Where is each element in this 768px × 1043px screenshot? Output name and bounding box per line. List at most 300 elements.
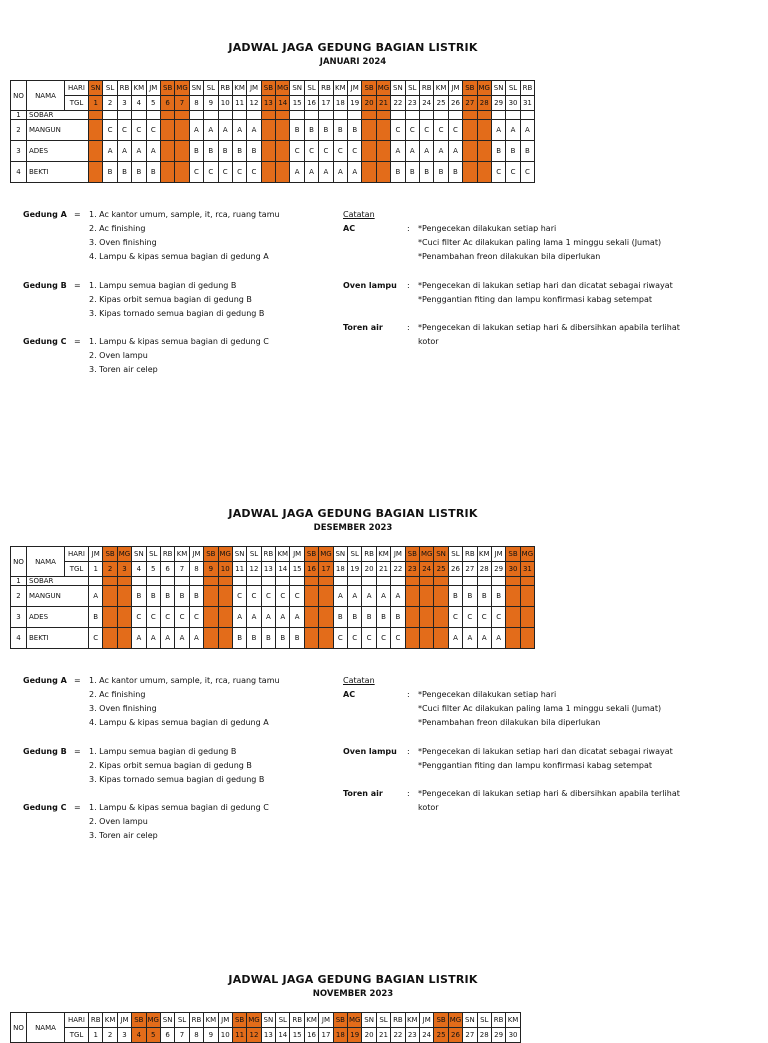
note-ac-label: AC [343, 690, 356, 699]
schedule-cell [520, 577, 534, 586]
date-cell: 22 [391, 96, 405, 111]
date-cell: 7 [175, 1028, 189, 1043]
day-cell: JM [290, 547, 304, 562]
schedule-cell [463, 111, 477, 120]
schedule-cell: C [276, 586, 290, 607]
legend-list [89, 208, 349, 264]
schedule-cell: C [232, 162, 246, 183]
schedule-cell [175, 120, 189, 141]
header-nama: NAMA [27, 547, 65, 577]
day-cell: JM [491, 547, 505, 562]
schedule-cell [319, 628, 333, 649]
date-cell: 20 [362, 1028, 376, 1043]
schedule-cell: B [261, 628, 275, 649]
day-cell: MG [419, 547, 433, 562]
schedule-cell [204, 111, 218, 120]
day-cell: JM [348, 81, 362, 96]
schedule-cell [463, 120, 477, 141]
list-line: *Pengecekan di lakukan setiap hari & dibersihkan apabila terlihat [418, 323, 680, 332]
schedule-cell: A [204, 120, 218, 141]
row-name: BEKTI [27, 162, 89, 183]
schedule-cell: C [304, 141, 318, 162]
legend-label: Gedung C [23, 337, 67, 346]
schedule-cell [175, 162, 189, 183]
schedule-cell [477, 577, 491, 586]
date-cell: 25 [434, 1028, 448, 1043]
date-cell: 17 [319, 1028, 333, 1043]
list-line: *Cuci filter Ac dilakukan paling lama 1 minggu sekali (Jumat) [418, 238, 662, 247]
day-cell: SL [448, 547, 462, 562]
legend-label: Gedung A [23, 676, 67, 685]
schedule-table [10, 1012, 521, 1043]
row-no: 4 [11, 628, 27, 649]
day-cell: SL [103, 81, 117, 96]
day-cell: KM [132, 81, 146, 96]
day-cell: SB [362, 81, 376, 96]
schedule-cell [247, 111, 261, 120]
schedule-cell: B [304, 120, 318, 141]
list-line: 2. Ac finishing [89, 690, 146, 699]
date-cell: 6 [160, 562, 174, 577]
schedule-cell: B [146, 586, 160, 607]
schedule-cell: A [304, 162, 318, 183]
schedule-cell: A [419, 141, 433, 162]
header-hari: HARI [65, 547, 89, 562]
legend-list [89, 745, 349, 787]
schedule-cell: C [333, 628, 347, 649]
list-line: 2. Kipas orbit semua bagian di gedung B [89, 761, 252, 770]
date-cell: 19 [348, 562, 362, 577]
day-cell: SB [232, 1013, 246, 1028]
schedule-cell [434, 586, 448, 607]
schedule-cell [419, 577, 433, 586]
date-cell: 31 [520, 562, 534, 577]
date-cell: 14 [276, 96, 290, 111]
schedule-cell: B [463, 586, 477, 607]
schedule-cell: A [448, 141, 462, 162]
schedule-cell: A [491, 120, 505, 141]
schedule-cell: B [376, 607, 390, 628]
schedule-cell [290, 577, 304, 586]
table-row [11, 111, 535, 120]
note-colon: : [407, 747, 410, 756]
header-no: NO [11, 81, 27, 111]
schedule-cell: A [448, 628, 462, 649]
list-line: *Penambahan freon dilakukan bila diperlukan [418, 718, 601, 727]
schedule-cell [520, 586, 534, 607]
schedule-cell [491, 111, 505, 120]
schedule-cell: C [448, 120, 462, 141]
schedule-cell [477, 120, 491, 141]
day-cell: JM [218, 1013, 232, 1028]
schedule-cell: B [290, 628, 304, 649]
schedule-cell: B [319, 120, 333, 141]
legend-label: Gedung C [23, 803, 67, 812]
schedule-cell: C [463, 607, 477, 628]
day-cell: SN [261, 1013, 275, 1028]
day-cell: JM [319, 1013, 333, 1028]
date-cell: 16 [304, 562, 318, 577]
schedule-table [10, 546, 535, 649]
note-colon: : [407, 224, 410, 233]
schedule-cell [520, 628, 534, 649]
day-cell: SN [232, 547, 246, 562]
date-cell: 1 [89, 1028, 103, 1043]
schedule-cell: A [491, 628, 505, 649]
date-cell: 26 [448, 96, 462, 111]
date-cell: 10 [218, 96, 232, 111]
legend-eq: = [74, 747, 81, 756]
date-cell: 22 [391, 562, 405, 577]
day-cell: RB [117, 81, 131, 96]
schedule-cell [276, 120, 290, 141]
day-cell: SN [491, 81, 505, 96]
date-cell: 5 [146, 1028, 160, 1043]
date-cell: 26 [448, 1028, 462, 1043]
date-cell: 2 [103, 1028, 117, 1043]
schedule-month: NOVEMBER 2023 [312, 989, 394, 999]
date-cell: 9 [204, 96, 218, 111]
schedule-cell: A [232, 607, 246, 628]
schedule-cell [362, 577, 376, 586]
day-cell: SN [89, 81, 103, 96]
day-cell: KM [506, 1013, 520, 1028]
schedule-cell: A [290, 607, 304, 628]
date-cell: 15 [290, 96, 304, 111]
schedule-cell [189, 577, 203, 586]
legend-eq: = [74, 337, 81, 346]
schedule-cell: B [232, 141, 246, 162]
date-cell: 4 [132, 562, 146, 577]
row-name: BEKTI [27, 628, 89, 649]
schedule-cell [348, 577, 362, 586]
schedule-cell: A [103, 141, 117, 162]
schedule-cell [319, 577, 333, 586]
day-cell: RB [520, 81, 534, 96]
schedule-cell: C [348, 628, 362, 649]
row-name: MANGUN [27, 586, 89, 607]
schedule-cell: C [204, 162, 218, 183]
schedule-cell: C [391, 120, 405, 141]
date-cell: 23 [405, 562, 419, 577]
date-cell: 31 [520, 96, 534, 111]
schedule-cell: C [491, 607, 505, 628]
date-cell: 29 [491, 1028, 505, 1043]
table-row [11, 577, 535, 586]
schedule-cell [232, 577, 246, 586]
schedule-cell: B [348, 607, 362, 628]
note-oven-label: Oven lampu [343, 281, 397, 290]
date-cell: 5 [146, 562, 160, 577]
schedule-cell [434, 607, 448, 628]
schedule-cell: B [160, 586, 174, 607]
header-tgl: TGL [65, 96, 89, 111]
schedule-cell [506, 577, 520, 586]
schedule-cell [160, 162, 174, 183]
date-cell: 21 [376, 96, 390, 111]
schedule-cell: A [189, 120, 203, 141]
day-cell: JM [146, 81, 160, 96]
schedule-cell [362, 141, 376, 162]
note-ac-label: AC [343, 224, 356, 233]
schedule-cell: A [376, 586, 390, 607]
list-line: *Penggantian fiting dan lampu konfirmasi kabag setempat [418, 761, 653, 770]
note-toren-lines [418, 321, 758, 349]
day-cell: RB [218, 81, 232, 96]
date-cell: 20 [362, 96, 376, 111]
schedule-cell: C [232, 586, 246, 607]
day-cell: SL [506, 81, 520, 96]
day-cell: SN [132, 547, 146, 562]
schedule-cell [117, 628, 131, 649]
schedule-cell: A [405, 141, 419, 162]
schedule-cell: B [434, 162, 448, 183]
schedule-cell [333, 577, 347, 586]
header-no: NO [11, 1013, 27, 1043]
date-cell: 21 [376, 1028, 390, 1043]
date-cell: 11 [232, 96, 246, 111]
schedule-cell [376, 577, 390, 586]
day-cell: SL [304, 81, 318, 96]
schedule-cell: B [448, 586, 462, 607]
schedule-cell [117, 607, 131, 628]
schedule-cell: C [506, 162, 520, 183]
schedule-cell [175, 111, 189, 120]
day-cell: MG [218, 547, 232, 562]
date-cell: 27 [463, 562, 477, 577]
day-cell: MG [276, 81, 290, 96]
schedule-cell: C [520, 162, 534, 183]
schedule-cell [304, 628, 318, 649]
schedule-cell: B [333, 120, 347, 141]
schedule-cell: A [348, 162, 362, 183]
schedule-title: JADWAL JAGA GEDUNG BAGIAN LISTRIK [228, 41, 478, 54]
day-cell: JM [448, 81, 462, 96]
date-cell: 8 [189, 1028, 203, 1043]
row-no: 1 [11, 577, 27, 586]
date-cell: 13 [261, 1028, 275, 1043]
schedule-cell: A [290, 162, 304, 183]
note-toren-label: Toren air [343, 789, 383, 798]
schedule-cell [319, 111, 333, 120]
schedule-cell [463, 162, 477, 183]
schedule-cell [103, 111, 117, 120]
day-cell: MG [247, 1013, 261, 1028]
schedule-cell [477, 141, 491, 162]
schedule-cell [117, 111, 131, 120]
day-cell: SN [391, 81, 405, 96]
day-cell: KM [477, 547, 491, 562]
schedule-cell: A [319, 162, 333, 183]
schedule-cell: A [160, 628, 174, 649]
table-row [11, 607, 535, 628]
schedule-cell [160, 141, 174, 162]
day-cell: KM [204, 1013, 218, 1028]
schedule-cell: A [506, 120, 520, 141]
list-line: 2. Ac finishing [89, 224, 146, 233]
schedule-cell [405, 111, 419, 120]
schedule-cell: B [362, 607, 376, 628]
header-row-days [11, 547, 535, 562]
schedule-cell: A [520, 120, 534, 141]
schedule-cell: C [261, 586, 275, 607]
schedule-cell [434, 628, 448, 649]
schedule-cell: B [391, 162, 405, 183]
note-colon: : [407, 281, 410, 290]
list-line: 3. Oven finishing [89, 238, 157, 247]
list-line: *Pengecekan di lakukan setiap hari dan dicatat sebagai riwayat [418, 281, 673, 290]
date-cell: 16 [304, 96, 318, 111]
schedule-cell [477, 111, 491, 120]
row-name: SOBAR [27, 111, 89, 120]
schedule-cell [218, 111, 232, 120]
schedule-cell: A [218, 120, 232, 141]
schedule-cell [89, 120, 103, 141]
date-cell: 27 [463, 1028, 477, 1043]
date-cell: 4 [132, 1028, 146, 1043]
list-line: 1. Lampu & kipas semua bagian di gedung C [89, 803, 269, 812]
day-cell: SL [477, 1013, 491, 1028]
schedule-cell: B [89, 607, 103, 628]
note-colon: : [407, 789, 410, 798]
date-cell: 2 [103, 562, 117, 577]
schedule-cell: A [132, 141, 146, 162]
day-cell: SB [204, 547, 218, 562]
day-cell: JM [391, 547, 405, 562]
schedule-cell [117, 577, 131, 586]
schedule-cell: C [247, 586, 261, 607]
date-cell: 7 [175, 96, 189, 111]
schedule-cell: B [189, 586, 203, 607]
schedule-cell [146, 577, 160, 586]
schedule-cell [362, 120, 376, 141]
day-cell: MG [348, 1013, 362, 1028]
schedule-cell: A [477, 628, 491, 649]
date-cell: 29 [491, 96, 505, 111]
list-line: *Pengecekan di lakukan setiap hari & dibersihkan apabila terlihat [418, 789, 680, 798]
date-cell: 30 [506, 1028, 520, 1043]
date-cell: 16 [304, 1028, 318, 1043]
day-cell: SL [276, 1013, 290, 1028]
schedule-cell: B [491, 141, 505, 162]
schedule-cell [232, 111, 246, 120]
schedule-cell [204, 607, 218, 628]
date-cell: 11 [232, 1028, 246, 1043]
list-line: *Cuci filter Ac dilakukan paling lama 1 minggu sekali (Jumat) [418, 704, 662, 713]
list-line: *Pengecekan di lakukan setiap hari dan dicatat sebagai riwayat [418, 747, 673, 756]
day-cell: KM [103, 1013, 117, 1028]
schedule-cell: A [434, 141, 448, 162]
schedule-cell [391, 577, 405, 586]
notes-title: Catatan [343, 676, 375, 685]
schedule-cell [204, 577, 218, 586]
day-cell: SB [132, 1013, 146, 1028]
schedule-cell: C [247, 162, 261, 183]
schedule-cell [319, 607, 333, 628]
schedule-cell: A [333, 586, 347, 607]
schedule-cell: B [448, 162, 462, 183]
list-line: 4. Lampu & kipas semua bagian di gedung A [89, 718, 269, 727]
schedule-cell [506, 586, 520, 607]
day-cell: RB [189, 1013, 203, 1028]
schedule-cell [160, 120, 174, 141]
schedule-cell: A [391, 586, 405, 607]
schedule-cell [520, 111, 534, 120]
schedule-cell [391, 111, 405, 120]
header-row-dates [11, 562, 535, 577]
date-cell: 19 [348, 96, 362, 111]
schedule-cell [304, 607, 318, 628]
header-row-days [11, 81, 535, 96]
date-cell: 6 [160, 1028, 174, 1043]
schedule-cell [506, 111, 520, 120]
day-cell: KM [232, 81, 246, 96]
row-name: MANGUN [27, 120, 89, 141]
schedule-cell: C [117, 120, 131, 141]
schedule-cell [89, 111, 103, 120]
schedule-cell: B [247, 628, 261, 649]
list-line: 1. Lampu semua bagian di gedung B [89, 747, 237, 756]
day-cell: MG [117, 547, 131, 562]
day-cell: SL [405, 81, 419, 96]
day-cell: RB [261, 547, 275, 562]
schedule-cell [405, 628, 419, 649]
schedule-cell: C [333, 141, 347, 162]
list-line: 3. Toren air celep [89, 831, 158, 840]
date-cell: 15 [290, 1028, 304, 1043]
note-ac-lines [418, 222, 758, 264]
day-cell: JM [189, 547, 203, 562]
date-cell: 3 [117, 562, 131, 577]
day-cell: SB [160, 81, 174, 96]
notes-title: Catatan [343, 210, 375, 219]
list-line: 1. Lampu semua bagian di gedung B [89, 281, 237, 290]
header-tgl: TGL [65, 1028, 89, 1043]
date-cell: 5 [146, 96, 160, 111]
note-toren-lines [418, 787, 758, 815]
day-cell: SL [376, 1013, 390, 1028]
legend-label: Gedung A [23, 210, 67, 219]
row-name: ADES [27, 141, 89, 162]
schedule-cell [89, 162, 103, 183]
schedule-cell: B [247, 141, 261, 162]
schedule-cell: C [405, 120, 419, 141]
schedule-cell: B [132, 586, 146, 607]
date-cell: 3 [117, 96, 131, 111]
row-name: ADES [27, 607, 89, 628]
schedule-cell: C [160, 607, 174, 628]
day-cell: RB [491, 1013, 505, 1028]
schedule-cell: B [132, 162, 146, 183]
schedule-cell: A [132, 628, 146, 649]
list-line: 4. Lampu & kipas semua bagian di gedung A [89, 252, 269, 261]
date-cell: 10 [218, 562, 232, 577]
schedule-month: DESEMBER 2023 [313, 523, 393, 533]
list-line: *Pengecekan dilakukan setiap hari [418, 224, 557, 233]
schedule-cell: B [117, 162, 131, 183]
schedule-cell [132, 111, 146, 120]
schedule-cell [434, 111, 448, 120]
schedule-cell: A [247, 120, 261, 141]
row-no: 4 [11, 162, 27, 183]
day-cell: RB [89, 1013, 103, 1028]
schedule-cell: C [146, 607, 160, 628]
schedule-cell: C [218, 162, 232, 183]
day-cell: SB [333, 1013, 347, 1028]
date-cell: 24 [419, 562, 433, 577]
list-line: kotor [418, 803, 439, 812]
note-ac-lines [418, 688, 758, 730]
